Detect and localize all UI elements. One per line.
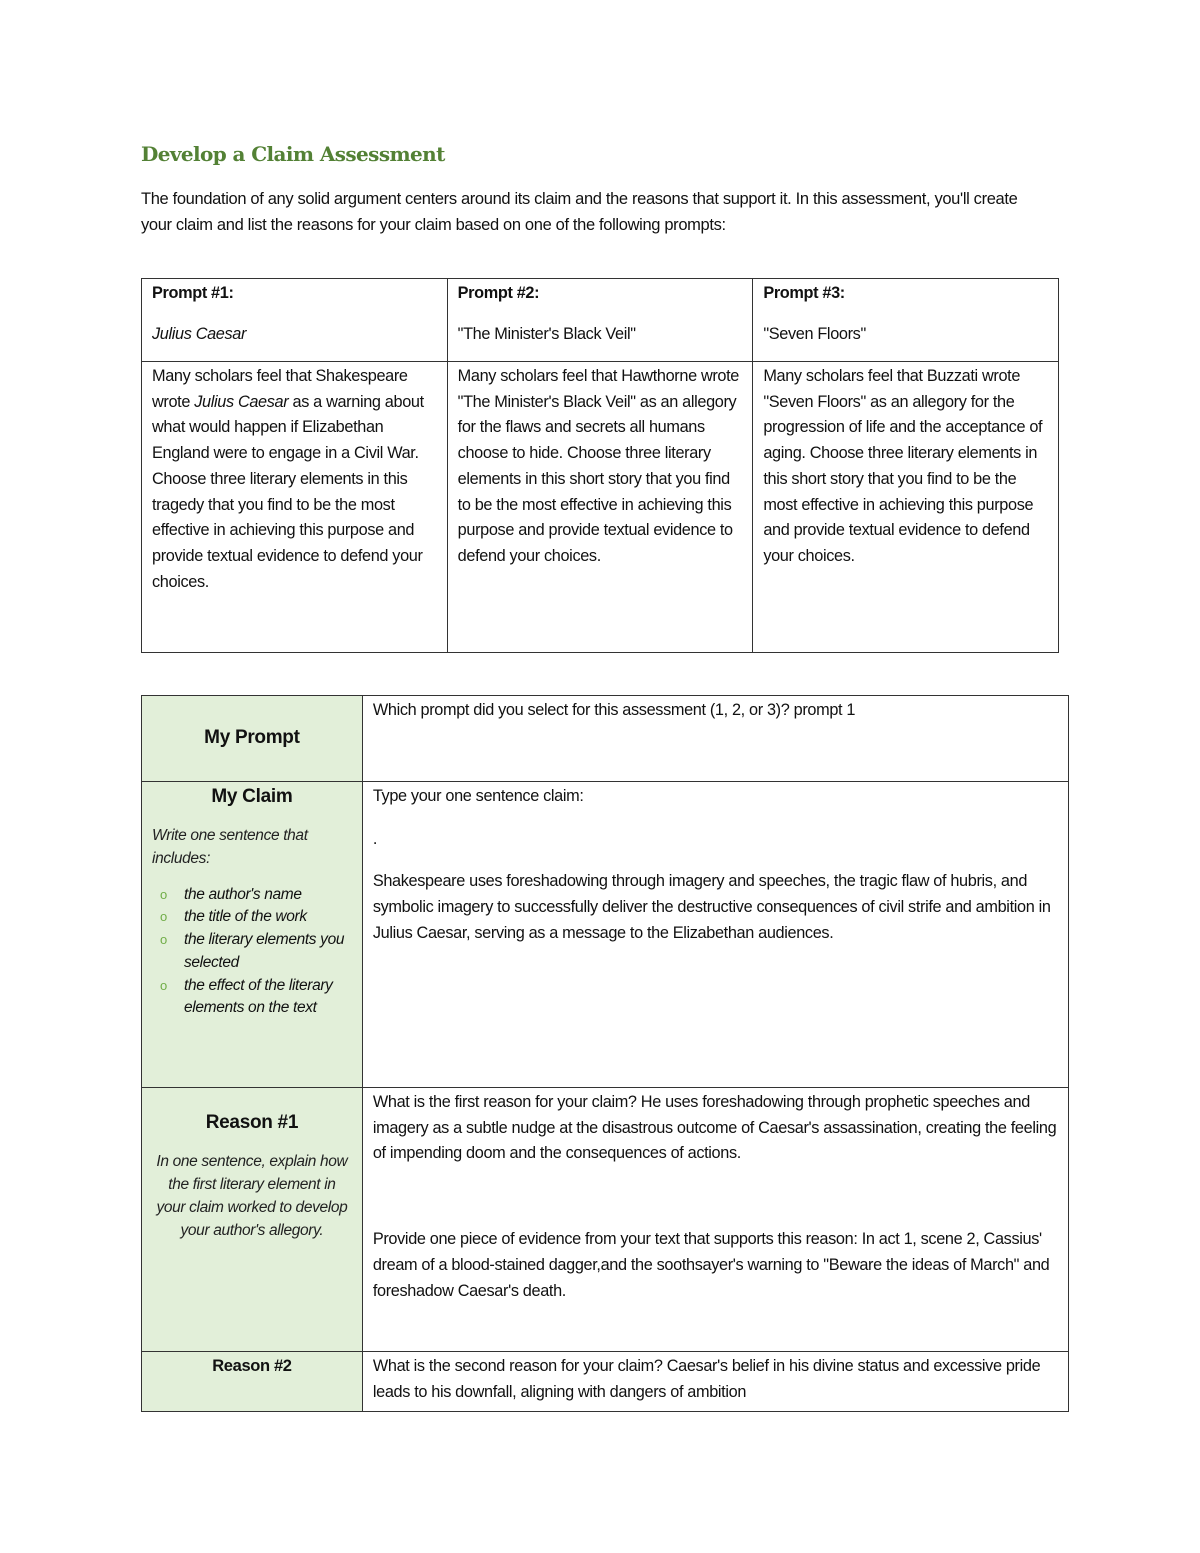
claim-text: Shakespeare uses foreshadowing through imagery and speeches, the tragic flaw of hubris, and symbolic imagery to successfully deliver the destructive consequences of civil strife and ambition in Julius Caesar, serving as a message to the Elizabethan audiences. [372, 872, 1051, 942]
intro-paragraph: The foundation of any solid argument centers around its claim and the reasons that support it. In this assessment, you'll create your claim and list the reasons for your claim based on one of the following prompts: [141, 190, 1018, 234]
my-claim-label: My Claim [211, 786, 293, 807]
reason-1-evidence: Provide one piece of evidence from your text that supports this reason: In act 1, scene 2, Cassius' dream of a blood-stained dagger,and the soothsayer's warning to "Beware the ideas of March" and foreshadow Caesar's death. [372, 1230, 1050, 1300]
my-claim-answer[interactable] [362, 782, 1068, 1088]
claim-question: Type your one sentence claim: [372, 787, 584, 805]
prompts-table [141, 278, 1059, 653]
prompt-3-header [753, 279, 1059, 362]
prompt-work: "The Minister's Black Veil" [457, 324, 636, 343]
prompt-text-title: Julius Caesar [194, 392, 289, 411]
my-claim-label-cell [142, 782, 363, 1088]
list-item: o the author's name [152, 884, 352, 907]
prompt-2-text: Many scholars feel that Hawthorne wrote "The Minister's Black Veil" as an allegory for the flaws and secrets all humans choose to hide. Choose three literary elements in this short story that you find to be the most effective in achieving this purpose and provide textual evidence to defend your choices. [447, 362, 753, 653]
reason-2-label-cell [142, 1352, 363, 1412]
reason-2-answer[interactable]: What is the second reason for your claim? Caesar's belief in his divine status and excessive pride leads to his downfall, aligning with dangers of ambition [362, 1352, 1068, 1412]
reason-1-answer[interactable] [362, 1088, 1068, 1352]
reason-1-text: What is the first reason for your claim? He uses foreshadowing through prophetic speeches and imagery as a subtle nudge at the disastrous outcome of Caesar's assassination, creating the feeling of impending doom and the consequences of actions. [372, 1093, 1057, 1163]
claim-instruction: Write one sentence that includes: [152, 826, 308, 867]
circle-bullet-icon: o [160, 932, 167, 948]
claim-dot: . [372, 829, 378, 848]
reason-1-label: Reason #1 [205, 1112, 299, 1133]
list-item: o the effect of the literary elements on the text [160, 976, 333, 1017]
claim-requirements-list [152, 884, 352, 1020]
my-prompt-answer[interactable]: Which prompt did you select for this assessment (1, 2, or 3)? prompt 1 [362, 696, 1068, 782]
circle-bullet-icon: o [160, 886, 167, 902]
prompt-1-text [142, 362, 448, 653]
page-title: Develop a Claim Assessment [141, 142, 445, 166]
prompt-work: "Seven Floors" [763, 324, 866, 343]
reason-1-instruction: In one sentence, explain how the first literary element in your claim worked to develop your author's allegory. [156, 1152, 348, 1239]
worksheet-table [141, 695, 1069, 1412]
list-item: o the literary elements you selected [160, 931, 345, 971]
prompt-work: Julius Caesar [152, 324, 247, 343]
prompt-2-header [447, 279, 753, 362]
prompt-text: Many scholars feel that Shakespeare wrote [152, 367, 408, 411]
reason-1-label-cell [142, 1088, 363, 1352]
prompt-label: Prompt #2: [457, 284, 540, 302]
prompt-1-header [142, 279, 448, 362]
my-prompt-label-cell [142, 696, 363, 782]
list-item: o the title of the work [152, 906, 352, 929]
circle-bullet-icon: o [160, 909, 167, 925]
my-prompt-label: My Prompt [204, 727, 300, 749]
reason-2-label: Reason #2 [212, 1357, 292, 1375]
prompt-label: Prompt #3: [763, 284, 845, 302]
circle-bullet-icon: o [160, 977, 167, 993]
prompt-label: Prompt #1: [152, 284, 234, 302]
prompt-3-text: Many scholars feel that Buzzati wrote "Seven Floors" as an allegory for the progression of life and the acceptance of aging. Choose three literary elements in this short story that you find to be the most effective in achieving this purpose and provide textual evidence to defend your choices. [753, 362, 1059, 653]
prompt-text: as a warning about what would happen if Elizabethan England were to engage in a Civil War. Choose three literary elements in this tragedy that you find to be the most effective in achieving this purpose and provide textual evidence to defend your choices. [152, 392, 424, 591]
